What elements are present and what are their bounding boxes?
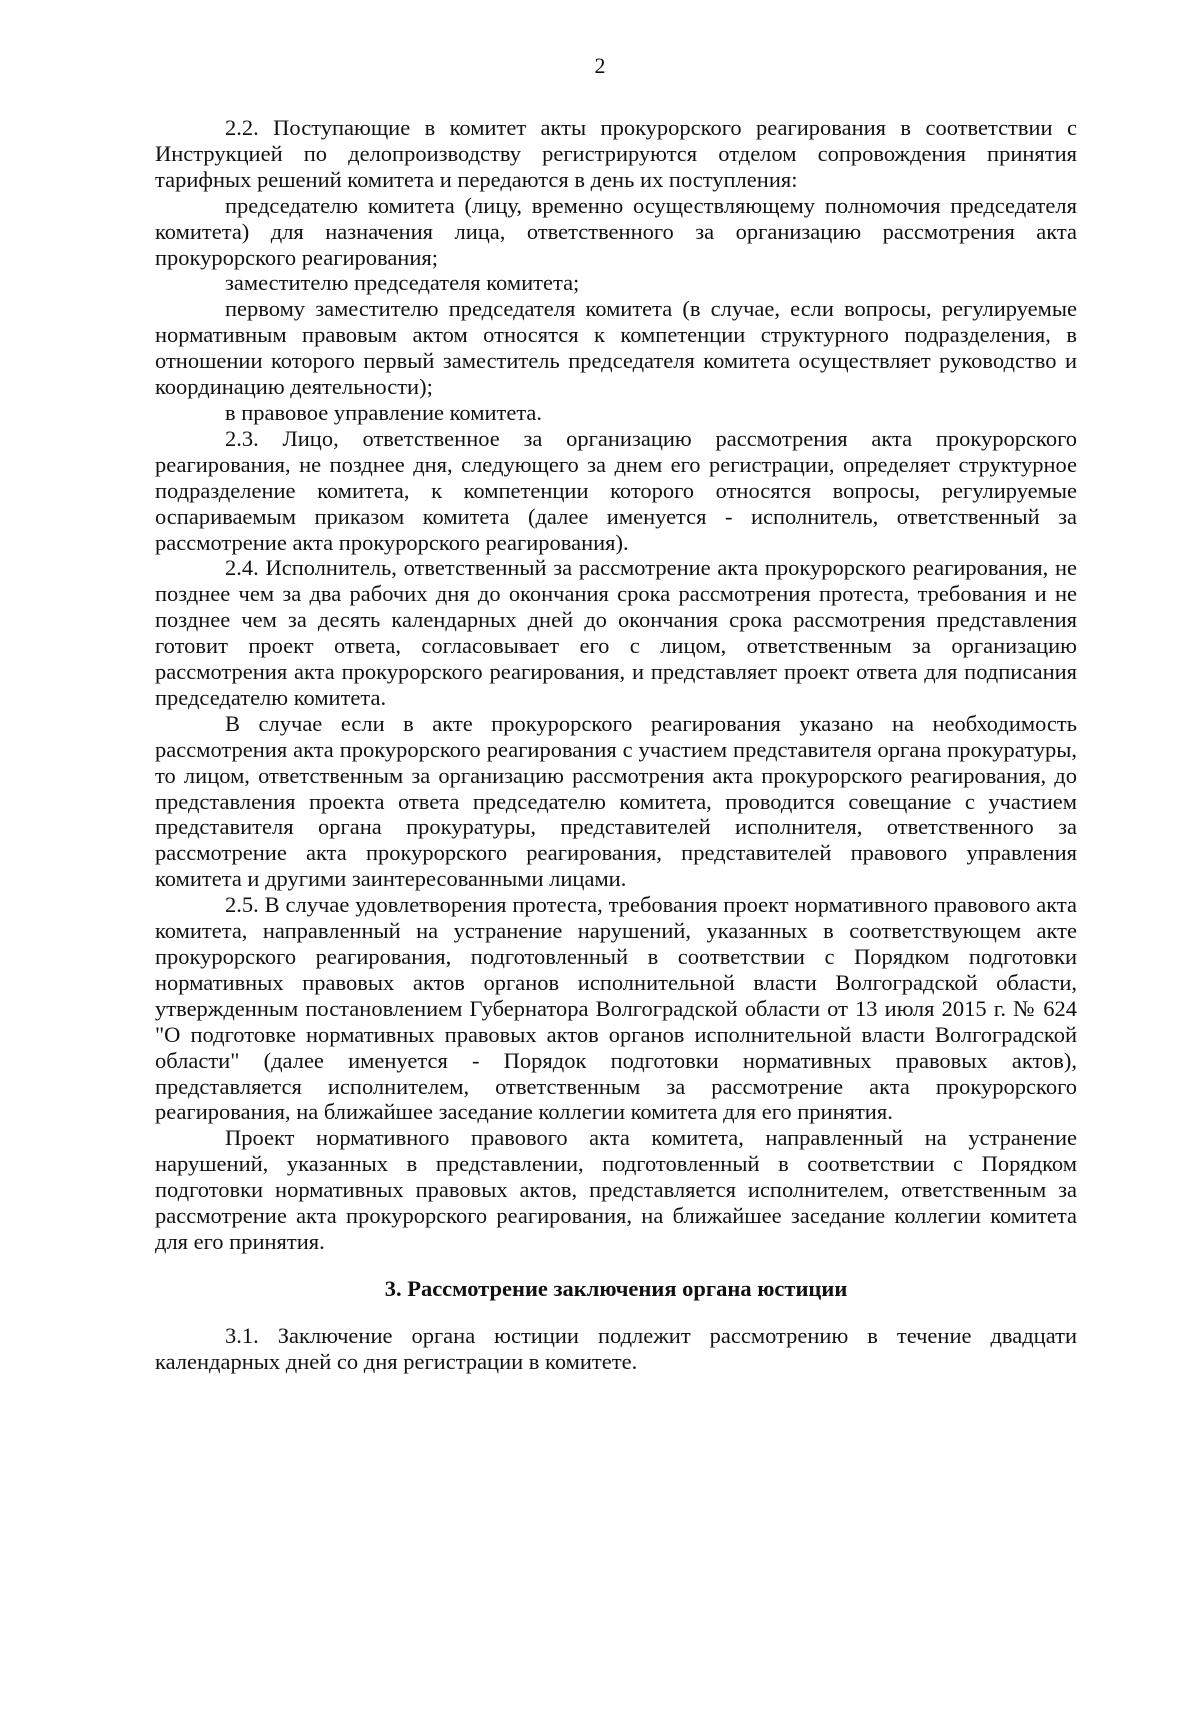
paragraph-2-5: 2.5. В случае удовлетворения протеста, требования проект нормативного правового акта комитета, направленный на устранение нарушений, указанных в соответствующем акте прокурорского реагирования, подготовленный в соответствии с Порядком подготовки нормативных правовых актов органов исполнительной власти Волгоградской области, утвержденным постановлением Губернатора Волгоградской области от 13 июля 2015 г. № 624 "О подготовке нормативных правовых актов органов исполнительной власти Волгоградской области" (далее именуется - Порядок подготовки нормативных правовых актов), представляется исполнителем, ответственным за рассмотрение акта прокурорского реагирования, на ближайшее заседание коллегии комитета для его принятия.	[155, 892, 1077, 1125]
section-3-heading: 3. Рассмотрение заключения органа юстиции	[384, 1275, 848, 1301]
page-number: 2	[594, 53, 606, 78]
list-item-chairman: председателю комитета (лицу, временно осуществляющему полномочия председателя комитета) для назначения лица, ответственного за организацию рассмотрения акта прокурорского реагирования;	[155, 192, 1077, 270]
list-item-legal-department: в правовое управление комитета.	[225, 399, 543, 425]
paragraph-2-5-continued: Проект нормативного правового акта комитета, направленный на устранение нарушений, указанных в представлении, подготовленный в соответствии с Порядком подготовки нормативных правовых актов, представляется исполнителем, ответственным за рассмотрение акта прокурорского реагирования, на ближайшее заседание коллегии комитета для его принятия.	[155, 1125, 1077, 1254]
document-body	[155, 115, 1077, 1375]
paragraph-2-4-continued: В случае если в акте прокурорского реагирования указано на необходимость рассмотрения акта прокурорского реагирования с участием представителя органа прокуратуры, то лицом, ответственным за организацию рассмотрения акта прокурорского реагирования, до представления проекта ответа председателю комитета, проводится совещание с участием представителя органа прокуратуры, представителей исполнителя, ответственного за рассмотрение акта прокурорского реагирования, представителей правового управления комитета и другими заинтересованными лицами.	[155, 710, 1077, 892]
list-item-first-deputy: первому заместителю председателя комитета (в случае, если вопросы, регулируемые нормативным правовым актом относятся к компетенции структурного подразделения, в отношении которого первый заместитель председателя комитета осуществляет руководство и координацию деятельности);	[155, 296, 1077, 400]
paragraph-3-1: 3.1. Заключение органа юстиции подлежит рассмотрению в течение двадцати календарных дней со дня регистрации в комитете.	[155, 1322, 1077, 1374]
paragraph-2-2: 2.2. Поступающие в комитет акты прокурорского реагирования в соответствии с Инструкцией по делопроизводству регистрируются отделом сопровождения принятия тарифных решений комитета и передаются в день их поступления:	[155, 115, 1077, 192]
paragraph-2-3: 2.3. Лицо, ответственное за организацию рассмотрения акта прокурорского реагирования, не позднее дня, следующего за днем его регистрации, определяет структурное подразделение комитета, к компетенции которого относятся вопросы, регулируемые оспариваемым приказом комитета (далее именуется - исполнитель, ответственный за рассмотрение акта прокурорского реагирования).	[155, 425, 1077, 555]
list-item-deputy: заместителю председателя комитета;	[225, 270, 580, 296]
paragraph-2-4: 2.4. Исполнитель, ответственный за рассмотрение акта прокурорского реагирования, не позднее чем за два рабочих дня до окончания срока рассмотрения протеста, требования и не позднее чем за десять календарных дней до окончания срока рассмотрения представления готовит проект ответа, согласовывает его с лицом, ответственным за организацию рассмотрения акта прокурорского реагирования, и представляет проект ответа для подписания председателю комитета.	[155, 555, 1077, 710]
